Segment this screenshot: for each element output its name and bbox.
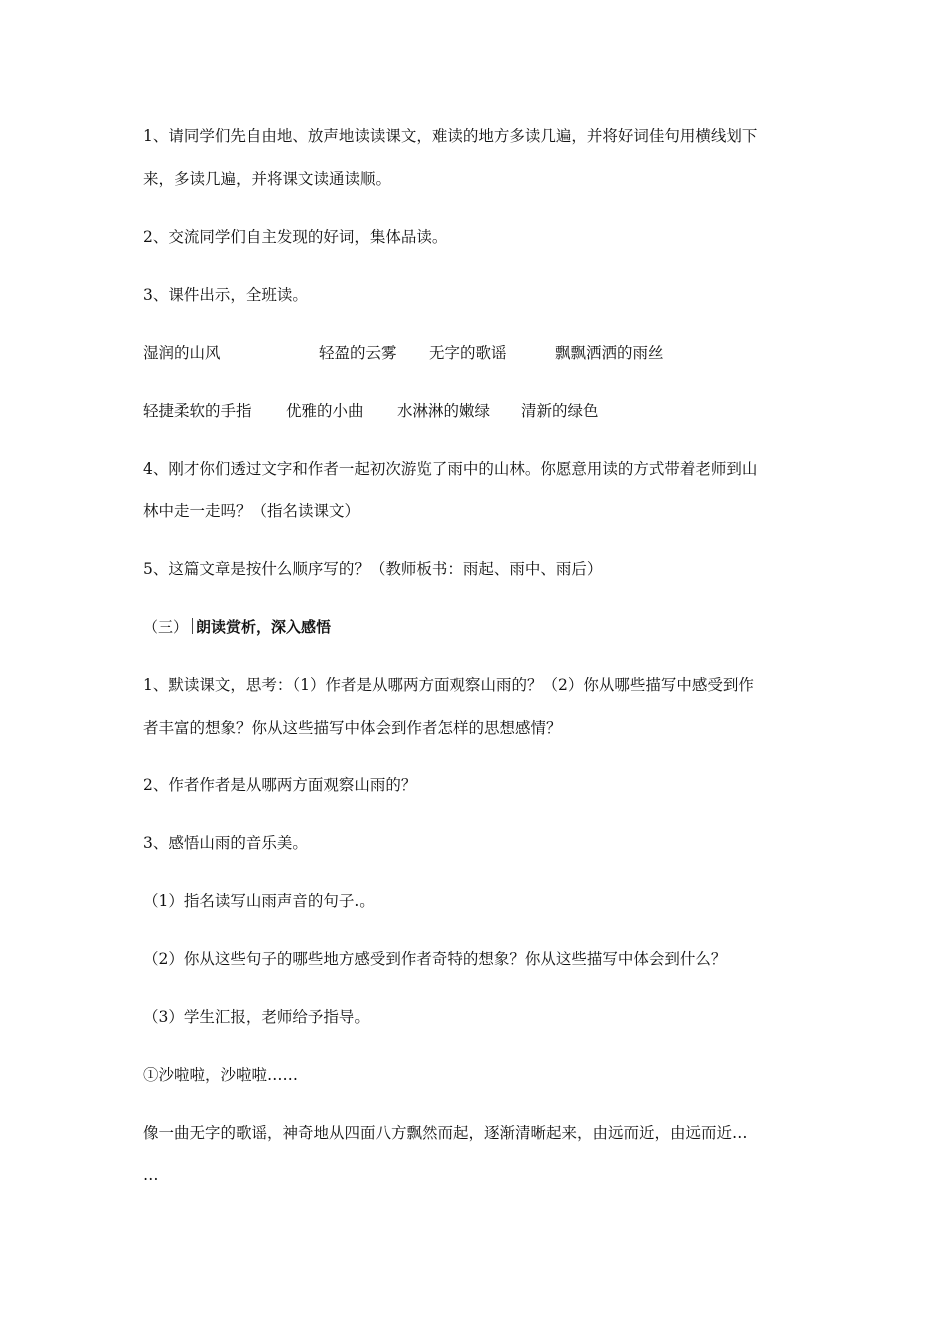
paragraph-1-line-1: 1、请同学们先自由地、放声地读读课文，难读的地方多读几遍，并将好词佳句用横线划下: [143, 127, 758, 145]
quote-1: ①沙啦啦，沙啦啦……: [143, 1066, 299, 1084]
section-title: 朗读赏析，深入感悟: [196, 618, 332, 636]
paragraph-2: 2、交流同学们自主发现的好词，集体品读。: [143, 228, 448, 246]
quote-2-line-2: …: [143, 1166, 159, 1184]
quote-2-line-1: 像一曲无字的歌谣，神奇地从四面八方飘然而起，逐渐清晰起来，由远而近，由远而近…: [143, 1124, 748, 1142]
word-item: 无字的歌谣: [429, 344, 507, 362]
question-1-line-2: 者丰富的想象？你从这些描写中体会到作者怎样的思想感情？: [143, 719, 562, 737]
word-item: 轻盈的云雾: [319, 344, 397, 362]
question-1-line-1: 1、默读课文，思考：（1）作者是从哪两方面观察山雨的？（2）你从哪些描写中感受到作: [143, 676, 754, 694]
paragraph-5: 5、这篇文章是按什么顺序写的？（教师板书：雨起、雨中、雨后）: [143, 560, 603, 578]
word-row-1: [143, 342, 743, 364]
paragraph-1-line-2: 来，多读几遍，并将课文读通读顺。: [143, 170, 392, 188]
section-number: （三）: [143, 618, 189, 636]
paragraph-3: 3、课件出示，全班读。: [143, 286, 308, 304]
word-item: 水淋淋的嫩绿: [397, 402, 491, 420]
question-3: 3、感悟山雨的音乐美。: [143, 834, 308, 852]
sub-item-1: （1）指名读写山雨声音的句子.。: [143, 892, 375, 910]
word-item: 优雅的小曲: [286, 402, 364, 420]
sub-item-2: （2）你从这些句子的哪些地方感受到作者奇特的想象？你从这些描写中体会到什么？: [143, 950, 727, 968]
paragraph-4-line-1: 4、刚才你们透过文字和作者一起初次游览了雨中的山林。你愿意用读的方式带着老师到山: [143, 460, 758, 478]
word-item: 湿润的山风: [143, 344, 221, 362]
word-item: 轻捷柔软的手指: [143, 402, 252, 420]
sub-item-3: （3）学生汇报，老师给予指导。: [143, 1008, 370, 1026]
paragraph-4-line-2: 林中走一走吗？（指名读课文）: [143, 502, 361, 520]
word-item: 飘飘洒洒的雨丝: [555, 344, 664, 362]
section-heading: [143, 616, 331, 638]
word-row-2: [143, 400, 743, 422]
question-2: 2、作者作者是从哪两方面观察山雨的？: [143, 776, 417, 794]
word-item: 清新的绿色: [521, 402, 599, 420]
cursor-bar: [192, 618, 193, 634]
